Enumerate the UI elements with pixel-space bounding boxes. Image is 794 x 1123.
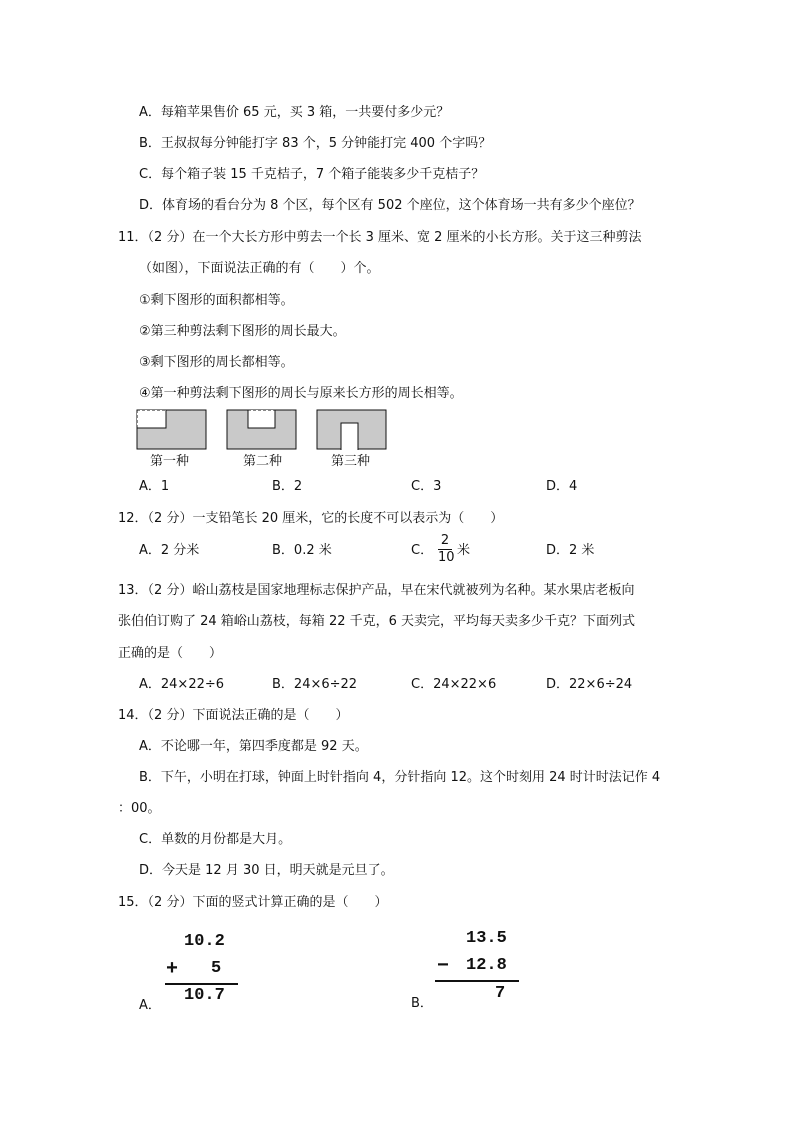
q11-stem-line1: 11．（2 分）在一个大长方形中剪去一个长 3 厘米、宽 2 厘米的小长方形。关于这三种剪法 <box>118 230 642 245</box>
q15-stem: 15．（2 分）下面的竖式计算正确的是（ ） <box>118 895 388 910</box>
q14-option-b-continued: ：00。 <box>118 801 161 816</box>
fraction-denominator: 10 <box>438 550 455 565</box>
q15-option-a-label: A． <box>139 998 161 1013</box>
calc-a-top: 10.2 <box>184 932 225 951</box>
calc-a-second: 5 <box>211 959 222 978</box>
q12-option-c-unit: 米 <box>457 543 471 558</box>
q13-option-a: A．24×22÷6 <box>139 677 225 692</box>
q14-stem: 14．（2 分）下面说法正确的是（ ） <box>118 708 349 723</box>
q11-stem-line2: （如图），下面说法正确的有（ ）个。 <box>139 261 380 276</box>
q12-stem: 12．（2 分）一支铅笔长 20 厘米，它的长度不可以表示为（ ） <box>118 511 504 526</box>
q11-option-a: A．1 <box>139 479 170 494</box>
q13-option-d: D．22×6÷24 <box>546 677 633 692</box>
calc-a-result: 10.7 <box>184 986 225 1005</box>
q10-option-b: B．王叔叔每分钟能打字 83 个，5 分钟能打完 400 个字吗？ <box>139 136 492 151</box>
calc-b-line <box>435 980 519 982</box>
fraction-numerator: 2 <box>440 533 450 548</box>
q11-option-d: D．4 <box>546 479 578 494</box>
q10-option-d: D．体育场的看台分为 8 个区，每个区有 502 个座位，这个体育场一共有多少个座位？ <box>139 198 641 213</box>
q14-option-c: C．单数的月份都是大月。 <box>139 832 292 847</box>
q11-statement-2: ②第三种剪法剩下图形的周长最大。 <box>139 324 346 339</box>
q11-option-c: C．3 <box>411 479 442 494</box>
q11-option-b: B．2 <box>272 479 303 494</box>
q14-option-b: B．下午，小明在打球，钟面上时针指向 4，分针指向 12。这个时刻用 24 时计时法记作 4 <box>139 770 661 785</box>
q11-statement-4: ④第一种剪法剩下图形的周长与原来长方形的周长相等。 <box>139 386 463 401</box>
q11-figure-second-cut <box>226 409 298 451</box>
q12-option-a: A．2 分米 <box>139 543 200 558</box>
q11-figure-first-cut <box>136 409 208 451</box>
calc-a-line <box>165 983 238 985</box>
calc-b-operator: − <box>437 955 450 978</box>
calc-a-operator: + <box>166 958 179 981</box>
calc-b-second: 12.8 <box>466 956 507 975</box>
q10-option-c: C．每个箱子装 15 千克桔子，7 个箱子能装多少千克桔子？ <box>139 167 485 182</box>
q12-option-b: B．0.2 米 <box>272 543 332 558</box>
q12-option-d: D．2 米 <box>546 543 595 558</box>
q11-figure-third-cut <box>316 409 388 451</box>
q11-figure-label-2: 第二种 <box>243 454 283 469</box>
q11-statement-1: ①剩下图形的面积都相等。 <box>139 293 294 308</box>
calc-b-result: 7 <box>495 984 506 1003</box>
q10-option-a: A．每箱苹果售价 65 元，买 3 箱，一共要付多少元？ <box>139 105 450 120</box>
q13-option-b: B．24×6÷22 <box>272 677 358 692</box>
q14-option-d: D．今天是 12 月 30 日，明天就是元旦了。 <box>139 863 394 878</box>
q11-figure-label-1: 第一种 <box>150 454 190 469</box>
calc-b-top: 13.5 <box>466 929 507 948</box>
q14-option-a: A．不论哪一年，第四季度都是 92 天。 <box>139 739 368 754</box>
q12-option-c-label: C． <box>411 543 434 558</box>
q15-option-b-label: B． <box>411 996 433 1011</box>
q13-stem-line1: 13．（2 分）峪山荔枝是国家地理标志保护产品，早在宋代就被列为名种。某水果店老板向 <box>118 583 635 598</box>
q12-option-c-fraction <box>438 533 455 565</box>
q13-option-c: C．24×22×6 <box>411 677 497 692</box>
q11-figure-label-3: 第三种 <box>331 454 371 469</box>
q13-stem-line3: 正确的是（ ） <box>118 646 223 661</box>
q13-stem-line2: 张伯伯订购了 24 箱峪山荔枝，每箱 22 千克，6 天卖完，平均每天卖多少千克？下面列式 <box>118 614 636 629</box>
q11-statement-3: ③剩下图形的周长都相等。 <box>139 355 294 370</box>
